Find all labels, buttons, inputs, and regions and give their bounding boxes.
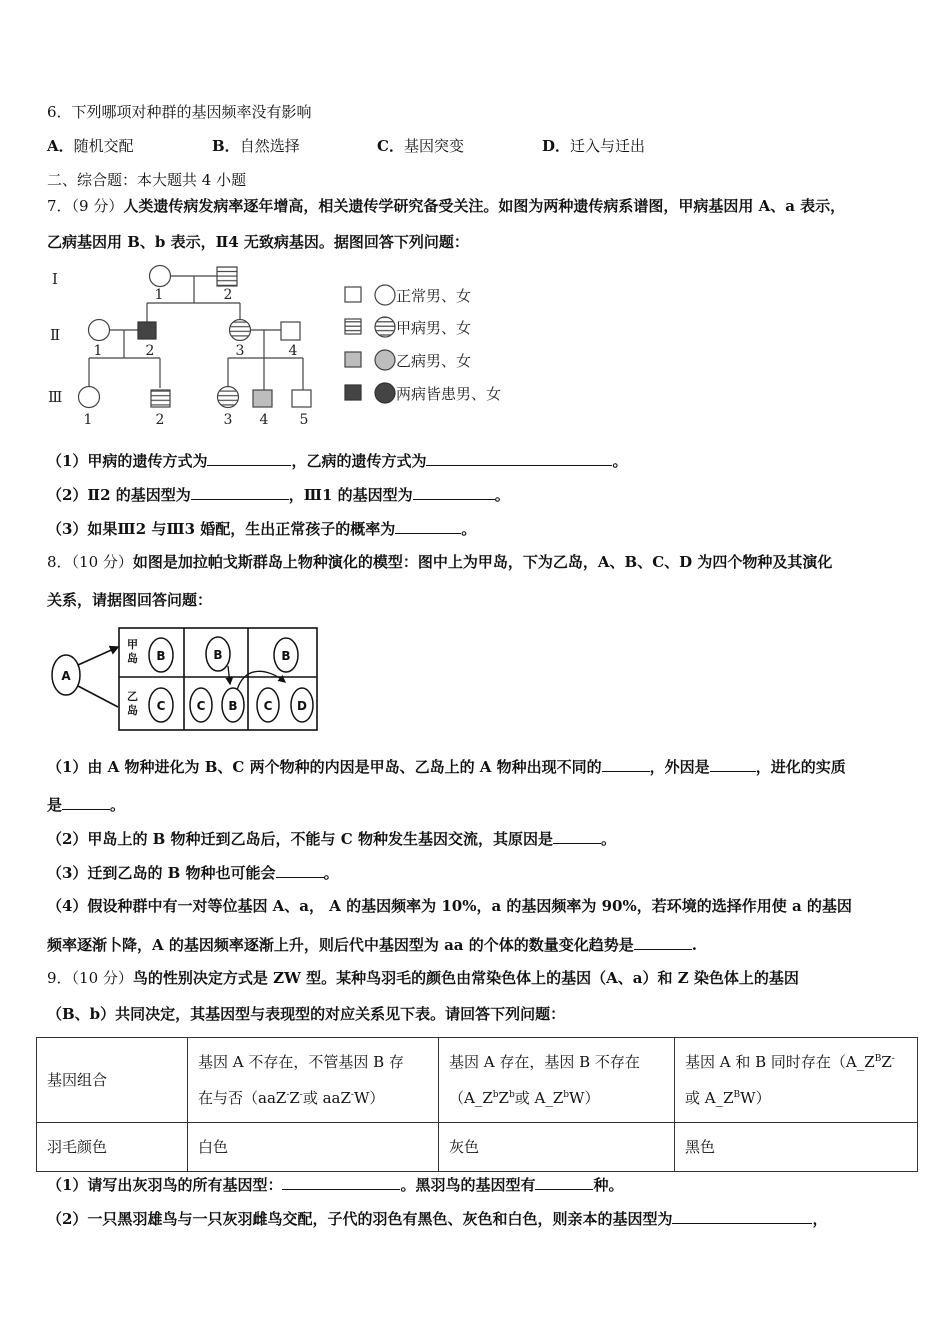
q8-sub1-line1 bbox=[47, 756, 846, 777]
cell-line: 或 $A\_Z^BW$） bbox=[685, 1089, 771, 1107]
individual-I2-disease-a-male bbox=[217, 267, 237, 286]
answer-blank[interactable] bbox=[282, 1174, 400, 1190]
legend-both-male-icon bbox=[345, 385, 361, 400]
species-label: B bbox=[213, 648, 223, 662]
question-number: 9． bbox=[47, 969, 72, 987]
legend-disease-b-female-icon bbox=[375, 350, 395, 370]
prompt-text: ， bbox=[812, 1210, 828, 1228]
legend-label: 乙病男、女 bbox=[396, 352, 472, 370]
answer-blank[interactable] bbox=[395, 518, 461, 534]
id-label: 3 bbox=[235, 343, 245, 359]
answer-blank[interactable] bbox=[535, 1174, 593, 1190]
generation-label-III: Ⅲ bbox=[48, 388, 63, 406]
id-label: 2 bbox=[223, 287, 233, 303]
genotype-phenotype-table bbox=[36, 1037, 918, 1172]
individual-III5-normal-male bbox=[292, 390, 311, 407]
prompt-text: （2）甲岛上的 B 物种迁到乙岛后，不能与 C 物种发生基因交流，其原因是 bbox=[47, 830, 553, 848]
answer-blank[interactable] bbox=[413, 484, 495, 500]
prompt-text: 种。 bbox=[593, 1176, 624, 1194]
prompt-text: （1）由 A 物种进化为 B、C 两个物种的内因是甲岛、乙岛上的 A 物种出现不同的 bbox=[47, 758, 602, 776]
answer-blank[interactable] bbox=[426, 450, 612, 466]
q8-sub3 bbox=[47, 862, 339, 883]
q7-sub3 bbox=[47, 518, 476, 539]
answer-blank[interactable] bbox=[710, 756, 756, 772]
prompt-text: 。黑羽鸟的基因型有 bbox=[400, 1176, 536, 1194]
cell-line: （$A\_Z^bZ^b$或 $A\_Z^bW$） bbox=[449, 1089, 600, 1107]
prompt-text: 。 bbox=[600, 830, 616, 848]
prompt-text: 。 bbox=[612, 452, 628, 470]
prompt-text: 频率逐渐卜降，A 的基因频率逐渐上升，则后代中基因型为 aa 的个体的数量变化趋势是 bbox=[47, 936, 634, 954]
legend-disease-a-male-icon bbox=[345, 319, 361, 334]
q8-stem-line2: 关系，请据图回答问题： bbox=[47, 591, 213, 609]
table-cell-black: 黑色 bbox=[675, 1123, 918, 1172]
id-label: 1 bbox=[83, 412, 93, 428]
answer-blank[interactable] bbox=[276, 862, 324, 878]
question-score: （9 分） bbox=[71, 197, 124, 215]
legend-disease-a-female-icon bbox=[375, 317, 395, 337]
table-cell bbox=[188, 1038, 439, 1123]
answer-blank[interactable] bbox=[634, 934, 692, 950]
prompt-text: （1）甲病的遗传方式为 bbox=[47, 452, 208, 470]
island-label-bottom: 岛 bbox=[127, 704, 138, 717]
species-label: A bbox=[61, 669, 71, 683]
legend-both-female-icon bbox=[375, 383, 395, 403]
q8-sub4-line1: （4）假设种群中有一对等位基因 A、a， A 的基因频率为 10%，a 的基因频率为 90%，若环境的选择作用使 a 的基因 bbox=[47, 897, 852, 915]
table-cell bbox=[439, 1038, 675, 1123]
prompt-text: （3）迁到乙岛的 B 物种也可能会 bbox=[47, 864, 276, 882]
section-heading: 二、综合题：本大题共 4 小题 bbox=[47, 171, 247, 189]
cell-line: 基因 A 存在，基因 B 不存在 bbox=[449, 1053, 640, 1071]
answer-blank[interactable] bbox=[62, 794, 110, 810]
prompt-text: ，乙病的遗传方式为 bbox=[291, 452, 427, 470]
prompt-text: 。 bbox=[461, 520, 477, 538]
option-key: C． bbox=[377, 137, 404, 155]
question-number: 7． bbox=[47, 197, 72, 215]
q6-option-b bbox=[212, 136, 300, 156]
species-label: C bbox=[156, 699, 166, 713]
q9-sub1 bbox=[47, 1174, 623, 1195]
q8-sub1-line2 bbox=[47, 794, 125, 815]
table-row bbox=[37, 1123, 918, 1172]
legend-normal-male-icon bbox=[345, 287, 361, 302]
q9-sub2 bbox=[47, 1208, 827, 1229]
prompt-text: （3）如果Ⅲ2 与Ⅲ3 婚配，生出正常孩子的概率为 bbox=[47, 520, 396, 538]
species-label: C bbox=[196, 699, 206, 713]
prompt-text: （2）Ⅱ2 的基因型为 bbox=[47, 486, 191, 504]
individual-I1-normal-female bbox=[150, 266, 171, 287]
table-cell-white: 白色 bbox=[188, 1123, 439, 1172]
cell-line: 基因 A 不存在，不管基因 B 存 bbox=[198, 1053, 404, 1071]
question-score: （10 分） bbox=[71, 553, 133, 571]
id-label: 4 bbox=[259, 412, 269, 428]
q6-stem: 6．下列哪项对种群的基因频率没有影响 bbox=[47, 103, 312, 121]
speciation-diagram bbox=[40, 620, 330, 740]
prompt-text: （2）一只黑羽雄鸟与一只灰羽雌鸟交配，子代的羽色有黑色、灰色和白色，则亲本的基因型为 bbox=[47, 1210, 673, 1228]
migration-arrow bbox=[228, 666, 230, 684]
table-row bbox=[37, 1038, 918, 1123]
legend-normal-female-icon bbox=[375, 285, 395, 305]
pedigree-chart bbox=[40, 260, 340, 430]
individual-III3-disease-a-female bbox=[218, 387, 239, 408]
question-text: 人类遗传病发病率逐年增高，相关遗传学研究备受关注。如图为两种遗传病系谱图，甲病基因用 A、a 表示， bbox=[123, 197, 846, 215]
cell-line: 在与否（aaZ-Z-或 aaZ-W） bbox=[198, 1089, 385, 1107]
prompt-text: （1）请写出灰羽鸟的所有基因型： bbox=[47, 1176, 283, 1194]
individual-II1-normal-female bbox=[89, 320, 110, 341]
answer-blank[interactable] bbox=[602, 756, 650, 772]
generation-label-I: Ⅰ bbox=[52, 270, 58, 288]
species-label: B bbox=[281, 649, 291, 663]
option-text: 迁入与迁出 bbox=[570, 137, 646, 155]
option-key: A． bbox=[47, 137, 74, 155]
legend-label: 甲病男、女 bbox=[396, 319, 472, 337]
cell-line: 基因 A 和 B 同时存在（$A\_Z^BZ^-$ bbox=[685, 1053, 895, 1071]
prompt-text: 。 bbox=[494, 486, 510, 504]
individual-III2-disease-a-male bbox=[151, 390, 170, 407]
id-label: 2 bbox=[145, 343, 155, 359]
q9-stem-line1 bbox=[47, 968, 799, 988]
pedigree-legend bbox=[340, 280, 540, 410]
prompt-text: ，进化的实质 bbox=[755, 758, 846, 776]
island-label-top: 甲 bbox=[127, 638, 138, 651]
option-text: 随机交配 bbox=[73, 137, 134, 155]
island-label-bottom: 乙 bbox=[127, 690, 138, 703]
island-label-top: 岛 bbox=[127, 652, 138, 665]
species-label: B bbox=[228, 699, 238, 713]
option-text: 自然选择 bbox=[239, 137, 300, 155]
q8-stem-line1 bbox=[47, 552, 832, 572]
id-label: 5 bbox=[299, 412, 309, 428]
table-cell-gray: 灰色 bbox=[439, 1123, 675, 1172]
prompt-text: 。 bbox=[323, 864, 339, 882]
table-cell bbox=[675, 1038, 918, 1123]
legend-label: 正常男、女 bbox=[396, 287, 472, 305]
id-label: 3 bbox=[223, 412, 233, 428]
q6-option-c bbox=[377, 136, 464, 156]
id-label: 4 bbox=[288, 343, 298, 359]
q8-sub4-line2 bbox=[47, 934, 697, 955]
question-number: 8． bbox=[47, 553, 72, 571]
prompt-text: 是 bbox=[47, 796, 63, 814]
answer-blank[interactable] bbox=[207, 450, 291, 466]
table-header-color: 羽毛颜色 bbox=[37, 1123, 188, 1172]
prompt-text: ，Ⅲ1 的基因型为 bbox=[288, 486, 413, 504]
option-key: B． bbox=[212, 137, 240, 155]
individual-II3-disease-a-female bbox=[230, 320, 251, 341]
individual-II2-both-diseases-male bbox=[138, 322, 156, 339]
question-text: 鸟的性别决定方式是 ZW 型。某种鸟羽毛的颜色由常染色体上的基因（A、a）和 Z 染色体上的基因 bbox=[132, 969, 799, 987]
question-text: 如图是加拉帕戈斯群岛上物种演化的模型：图中上为甲岛，下为乙岛，A、B、C、D 为四个物种及其演化 bbox=[132, 553, 833, 571]
id-label: 2 bbox=[155, 412, 165, 428]
q7-sub1 bbox=[47, 450, 627, 471]
legend-disease-b-male-icon bbox=[345, 352, 361, 367]
id-label: 1 bbox=[154, 287, 164, 303]
species-label: D bbox=[297, 699, 307, 713]
q7-stem-line2: 乙病基因用 B、b 表示，Ⅱ4 无致病基因。据图回答下列问题： bbox=[47, 233, 469, 251]
q6-option-a bbox=[47, 136, 134, 156]
individual-II4-normal-male bbox=[281, 322, 300, 340]
prompt-text: . bbox=[691, 936, 697, 954]
q7-stem-line1 bbox=[47, 196, 845, 216]
prompt-text: 。 bbox=[110, 796, 126, 814]
species-label: C bbox=[263, 699, 273, 713]
q8-sub2 bbox=[47, 828, 616, 849]
individual-III1-normal-female bbox=[79, 387, 100, 408]
q6-option-d bbox=[542, 136, 645, 156]
q9-stem-line2: （B、b）共同决定，其基因型与表现型的对应关系见下表。请回答下列问题： bbox=[47, 1005, 566, 1023]
legend-label: 两病皆患男、女 bbox=[396, 385, 502, 403]
prompt-text: ，外因是 bbox=[649, 758, 710, 776]
question-score: （10 分） bbox=[71, 969, 133, 987]
generation-label-II: Ⅱ bbox=[50, 326, 61, 344]
q7-sub2 bbox=[47, 484, 510, 505]
species-label: B bbox=[156, 649, 166, 663]
id-label: 1 bbox=[93, 343, 103, 359]
answer-blank[interactable] bbox=[672, 1208, 812, 1224]
option-key: D． bbox=[542, 137, 571, 155]
option-text: 基因突变 bbox=[403, 137, 464, 155]
answer-blank[interactable] bbox=[553, 828, 601, 844]
table-header-genotype: 基因组合 bbox=[37, 1038, 188, 1123]
speciation-arrow bbox=[237, 671, 285, 690]
answer-blank[interactable] bbox=[191, 484, 289, 500]
individual-III4-disease-b-male bbox=[253, 390, 272, 407]
